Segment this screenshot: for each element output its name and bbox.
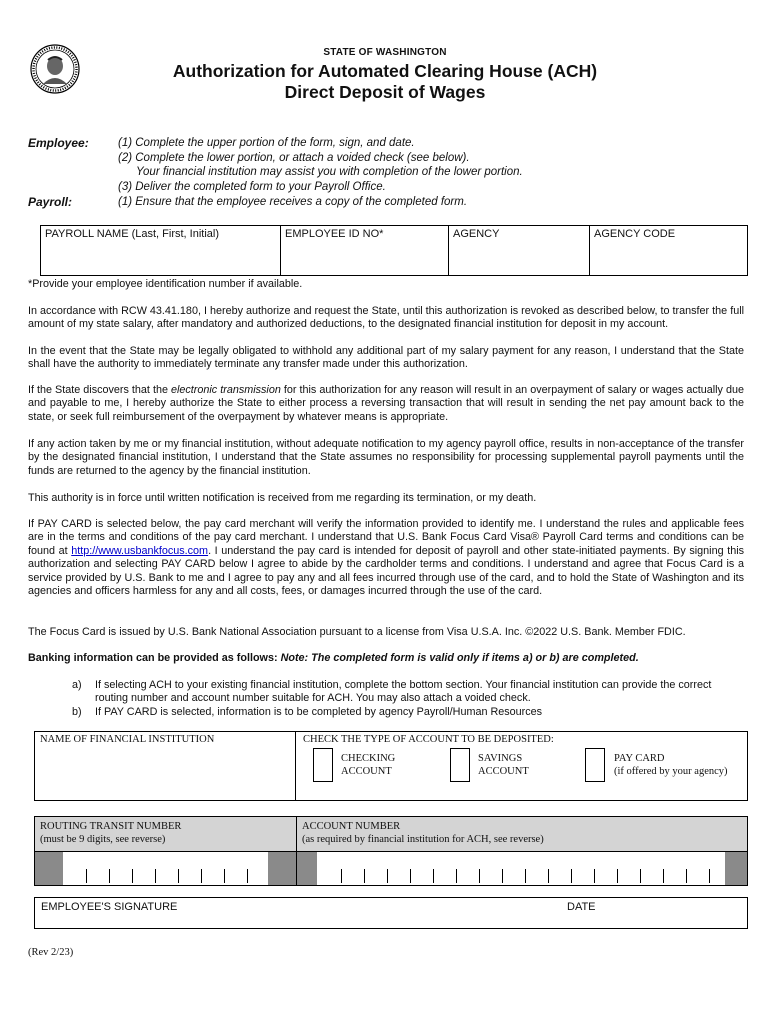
routing-digit-separator	[224, 869, 225, 883]
routing-label-1: ROUTING TRANSIT NUMBER	[40, 821, 182, 832]
electronic-transmission-term: electronic transmission	[171, 384, 281, 396]
payroll-label: Payroll:	[28, 195, 73, 209]
financial-institution-label: NAME OF FINANCIAL INSTITUTION	[40, 734, 215, 745]
overpayment-text-b: for this authorization for any reason will result in an overpayment of salary or wages actually due and payable to me, I hereby authorize the State to either process a reversing transaction that will result in sending the net pay amount back to the state, or seek full reimbursement of the overpayment by whatever means is appropriate.	[28, 384, 744, 423]
routing-digit-separator	[201, 869, 202, 883]
paragraph-termination: This authority is in force until written notification is received from me regarding its termination, or my death.	[28, 492, 537, 504]
account-left-shade	[297, 852, 317, 885]
routing-number-label	[40, 820, 181, 846]
state-name: STATE OF WASHINGTON	[323, 47, 447, 58]
pay-card-text-a: If PAY CARD is selected below, the pay card merchant will verify the information provided to identify me. I understand the rules and applicable fees are in the terms and conditions of the pay card merchant. I understand that U.S. Bank Focus Card Visa® Payroll Card terms and conditions can be found at	[28, 518, 744, 557]
employee-label: Employee:	[28, 136, 89, 150]
usbankfocus-link[interactable]: http://www.usbankfocus.com	[71, 544, 209, 557]
pay-card-checkbox[interactable]	[585, 748, 605, 782]
savings-label	[478, 752, 529, 778]
form-subtitle: Direct Deposit of Wages	[284, 82, 486, 102]
employee-instructions	[118, 136, 738, 195]
option-a-text: If selecting ACH to your existing financial institution, complete the bottom section. Your financial institution can provide the correct routing number and account number suitable for ACH. You may also attach a voided check.	[95, 679, 712, 705]
account-digit-separator	[456, 869, 457, 883]
account-digit-separator	[433, 869, 434, 883]
agency-code-field[interactable]	[590, 226, 747, 275]
account-digit-separator	[594, 869, 595, 883]
account-digit-separator	[341, 869, 342, 883]
employee-step-2: (2) Complete the lower portion, or attach a voided check (see below).	[118, 151, 470, 164]
account-digit-separator	[617, 869, 618, 883]
agency-label: AGENCY	[453, 228, 500, 240]
payroll-step: (1) Ensure that the employee receives a copy of the completed form.	[118, 196, 468, 208]
routing-left-shade	[35, 852, 63, 885]
checking-checkbox[interactable]	[313, 748, 333, 782]
account-type-label: CHECK THE TYPE OF ACCOUNT TO BE DEPOSITED:	[303, 734, 554, 745]
pay-card-label-1: PAY CARD	[614, 753, 665, 764]
account-label-2: (as required by financial institution for ACH, see reverse)	[302, 834, 544, 845]
agency-code-label: AGENCY CODE	[594, 228, 676, 240]
account-digit-separator	[663, 869, 664, 883]
account-digit-separator	[387, 869, 388, 883]
option-b-label: b)	[72, 705, 82, 718]
agency-field[interactable]	[449, 226, 590, 275]
routing-digit-separator	[132, 869, 133, 883]
paragraph-overpayment	[28, 384, 744, 424]
checking-label	[341, 752, 395, 778]
account-number-input[interactable]	[297, 852, 747, 885]
employee-step-1: (1) Complete the upper portion of the form, sign, and date.	[118, 137, 415, 149]
checking-label-1: CHECKING	[341, 753, 396, 764]
routing-account-section	[34, 816, 748, 886]
pay-card-label-2: (if offered by your agency)	[614, 766, 728, 777]
paragraph-pay-card	[28, 518, 744, 598]
employee-id-label: EMPLOYEE ID NO*	[285, 228, 384, 240]
routing-label-2: (must be 9 digits, see reverse)	[40, 834, 166, 845]
option-b-text: If PAY CARD is selected, information is to be completed by agency Payroll/Human Resources	[95, 705, 543, 718]
routing-digit-separator	[86, 869, 87, 883]
payroll-name-label: PAYROLL NAME (Last, First, Initial)	[45, 228, 220, 240]
checking-label-2: ACCOUNT	[341, 766, 392, 777]
date-label: DATE	[567, 901, 596, 913]
option-a-label: a)	[72, 679, 82, 691]
signature-field[interactable]	[41, 901, 177, 913]
payroll-name-field[interactable]	[41, 226, 281, 275]
routing-digit-separator	[155, 869, 156, 883]
account-digit-separator	[479, 869, 480, 883]
account-digit-separator	[410, 869, 411, 883]
paragraph-non-acceptance: If any action taken by me or my financial institution, without adequate notification to my agency payroll office, results in non-acceptance of the transfer by the designated financial institution, I understand that the State assumes no responsibility for processing supplemental payroll payments until the funds are returned to the agency by the financial institution.	[28, 438, 744, 477]
date-field[interactable]	[567, 901, 596, 913]
employee-step-3: (3) Deliver the completed form to your Payroll Office.	[118, 181, 386, 194]
account-label-1: ACCOUNT NUMBER	[302, 821, 401, 832]
account-digit-separator	[525, 869, 526, 883]
signature-label: EMPLOYEE'S SIGNATURE	[41, 901, 178, 913]
financial-institution-section	[34, 731, 748, 801]
employee-step-2-note: Your financial institution may assist you with completion of the lower portion.	[136, 166, 523, 179]
financial-institution-field[interactable]	[35, 732, 296, 800]
signature-section	[34, 897, 748, 929]
banking-lead: Banking information can be provided as follows:	[28, 652, 278, 664]
account-right-shade	[725, 852, 747, 885]
paragraph-focus-card: The Focus Card is issued by U.S. Bank National Association pursuant to a license from Visa U.S.A. Inc. ©2022 U.S. Bank. Member FDIC.	[28, 626, 686, 638]
account-digit-separator	[548, 869, 549, 883]
banking-heading	[28, 652, 639, 664]
savings-checkbox[interactable]	[450, 748, 470, 782]
paragraph-authorization: In accordance with RCW 43.41.180, I hereby authorize and request the State, until this authorization is revoked as described below, to transfer the full amount of my state salary, after mandatory and authorized deductions, to the designated financial institution for deposit in my account.	[28, 305, 744, 331]
form-title: Authorization for Automated Clearing House (ACH)	[172, 61, 598, 81]
paragraph-withholding: In the event that the State may be legally obligated to withhold any additional part of my salary payment for any reason, I understand that the State shall have the authority to immediately terminate any transfer made under this authorization.	[28, 345, 744, 371]
routing-digit-separator	[247, 869, 248, 883]
account-digit-separator	[571, 869, 572, 883]
banking-note: Note: The completed form is valid only if items a) or b) are completed.	[280, 652, 639, 664]
routing-right-shade	[268, 852, 296, 885]
routing-digit-separator	[109, 869, 110, 883]
overpayment-text-a: If the State discovers that the	[28, 384, 171, 396]
banking-option-a	[72, 679, 722, 706]
banking-option-b	[72, 706, 722, 719]
account-digit-separator	[709, 869, 710, 883]
employee-id-field[interactable]	[281, 226, 449, 275]
routing-digit-separator	[178, 869, 179, 883]
account-digit-separator	[502, 869, 503, 883]
account-digit-separator	[640, 869, 641, 883]
footnote: *Provide your employee identification number if available.	[28, 278, 303, 290]
account-number-label	[302, 820, 544, 846]
pay-card-text-b: . I understand the pay card is intended for deposit of payroll and other state-initiated payments. By signing this authorization and selecting PAY CARD below I agree to abide by the cardholder terms and conditions. I understand and agree that Focus Card is a service provided by U.S. Bank to me and I agree to pay any and all fees incurred through use of the card, and to hold the State of Washington and its agencies and officers harmless for any and all costs, fees, or damages incurred through the use of the card.	[28, 544, 744, 598]
employee-info-table	[40, 225, 748, 276]
savings-label-1: SAVINGS	[478, 753, 523, 764]
account-digit-separator	[364, 869, 365, 883]
revision-label: (Rev 2/23)	[28, 947, 74, 958]
account-digit-separator	[686, 869, 687, 883]
routing-number-input[interactable]	[35, 852, 296, 885]
pay-card-label	[614, 752, 728, 778]
savings-label-2: ACCOUNT	[478, 766, 529, 777]
banking-options	[72, 679, 722, 719]
